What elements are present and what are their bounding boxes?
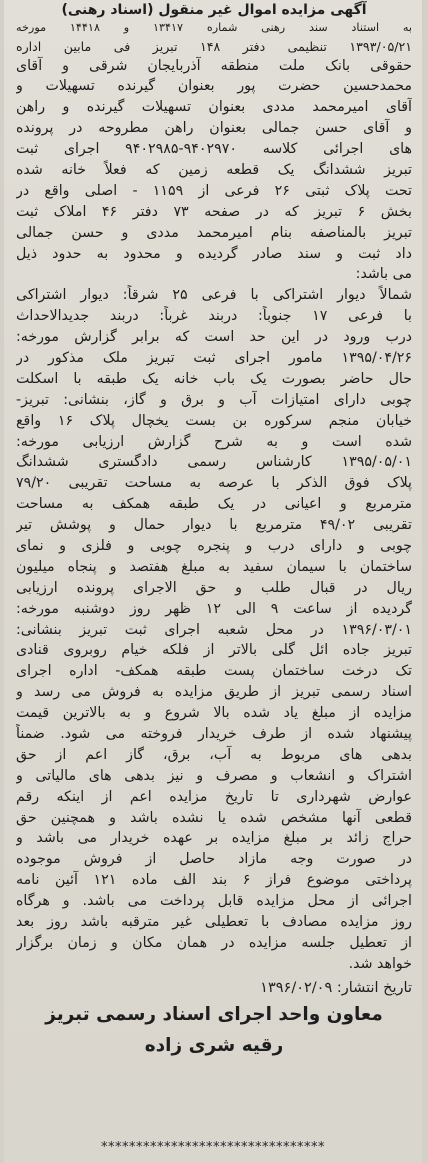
body-line: ۱۳۹۶/۰۳/۰۱ در محل شعبه اجرای ثبت تبریز بنشانی: [16, 621, 412, 638]
body-line: حقوقی بانک ملت منطقه آذربایجان شرقی و آقای [16, 57, 412, 74]
body-line: مزایده از مبلغ یاد شده بالا شروع و به بالاترین قیمت [16, 705, 412, 722]
body-line: تبریز جاده ائل گلی بالاتر از فلکه خیام روبروی قنادی [16, 642, 412, 659]
body-line: شمالاً دیوار اشتراکی با فرعی ۲۵ شرقاً: دیوار اشتراکی [16, 287, 412, 304]
body-line: ۱۳۹۳/۰۵/۲۱ تنظیمی دفتر ۱۴۸ تبریز فی مابین اداره [16, 38, 412, 54]
body-line: گردیده از ساعت ۹ الی ۱۲ ظهر روز دوشنبه مورخه: [16, 600, 412, 617]
body-line: پلاک فوق الذکر با عرصه به مساحت تقریبی ۷۹/۲۰ [16, 475, 412, 492]
signature-title: معاون واحد اجرای اسناد رسمی تبریز [45, 1003, 383, 1025]
body-line: اجرائی از محل مزایده قابل پرداخت می باشد. و هرگاه [16, 893, 412, 910]
body-line: به استناد سند رهنی شماره ۱۳۴۱۷ و ۱۴۴۱۸ مورخه [16, 21, 412, 34]
body-line: تک درخت ساختمان پست طبقه همکف- اداره اجرای [16, 663, 412, 680]
body-line: بخش ۶ تبریز که در صفحه ۷۳ دفتر ۴۶ املاک ثبت [16, 203, 412, 220]
footer-star-border: ******************************** [101, 1140, 325, 1155]
notice-title: آگهی مزایده اموال غیر منقول (اسناد رهنی) [61, 2, 367, 18]
body-line: حراج زائد بر مبلغ مزایده بر عهده خریدار می باشد و [16, 830, 412, 847]
body-line: های اجرائی کلاسه ۹۴۰۲۹۷۰-۹۴۰۲۹۸۵ اجرای ثبت [16, 141, 412, 158]
body-line: می باشد: [355, 266, 412, 283]
body-line: پیشنهاد شده از طرف خریدار فروخته می شود. ضمناً [16, 726, 412, 742]
body-line: ریال در قبال طلب و حق الاجرای پرونده ارزیابی [16, 579, 412, 596]
body-line: و آقای حسن جمالی بعنوان راهن مطروحه در پرونده [16, 120, 412, 137]
body-line: با فرعی ۱۷ جنوباً: دربند غرباً: دربند جدیدالاحداث [16, 308, 412, 325]
body-line: ساختمان با سیمان سفید به مبلغ هفتصد و پنجاه میلیون [16, 558, 412, 575]
body-line: بدهی های مربوط به آب، برق، گاز اعم از حق [16, 746, 412, 763]
body-line: شده است و به شرح گزارش ارزیابی مورخه: [16, 433, 412, 450]
notice-body [16, 20, 412, 975]
body-line: آقای امیرمحمد مددی بعنوان تسهیلات گیرنده و راهن [16, 99, 412, 116]
body-line: در صورت وجه مازاد حاصل از فروش موجوده [16, 851, 412, 868]
body-line: تبریز بالمناصفه بنام امیرمحمد مددی و حسن جمالی [16, 224, 412, 241]
body-line: چوبی دارای امتیازات آب و برق و گاز، بنشانی: تبریز- [16, 391, 412, 408]
signature-name: رقیه شری زاده [144, 1034, 284, 1056]
body-line: چوبی و دارای درب و پنجره چوبی و فلزی و نمای [16, 537, 412, 554]
body-line: خواهد شد. [348, 955, 412, 972]
body-line: تحت پلاک ثبتی ۲۶ فرعی از ۱۱۵۹ - اصلی واقع در [16, 182, 412, 199]
body-line: داد ثبت و سند صادر گردیده و محدود به حدود ذیل [16, 245, 412, 262]
body-line: از تعطیل جلسه مزایده در همان مکان و زمان برگزار [16, 934, 412, 951]
body-line: ۱۳۹۵/۰۴/۲۶ مامور اجرای ثبت تبریز ملک مذکور در [16, 349, 412, 366]
body-line: مترمربع و اعیانی در یک طبقه همکف به مساحت [16, 496, 412, 513]
body-line: اسناد رسمی تبریز از طریق مزایده به فروش می رسد و [16, 684, 412, 701]
body-line: ۱۳۹۵/۰۵/۰۱ کارشناس رسمی دادگستری ششدانگ [16, 454, 412, 471]
body-line: خیابان منجم سرکوره بن بست یخچال پلاک ۱۶ واقع [16, 412, 412, 429]
body-line: عوارض شهرداری تا تاریخ مزایده اعم از اینکه رقم [16, 788, 412, 805]
body-line: پرداختی موضوع فراز ۶ بند الف ماده ۱۲۱ آئین نامه [16, 872, 412, 889]
body-line: درب ورود در این حد است که برابر گزارش مورخه: [16, 329, 412, 346]
publish-date: تاریخ انتشار: ۱۳۹۶/۰۲/۰۹ [260, 979, 412, 996]
newspaper-notice [4, 0, 422, 1163]
body-line: قطعی آنها مشخص شده یا نشده باشد و همچنین حق [16, 809, 412, 826]
body-line: محمدحسین حضرت پور بعنوان گیرنده تسهیلات و [16, 78, 412, 95]
body-line: تبریز ششدانگ یک قطعه زمین که فعلاً خانه شده [16, 161, 412, 178]
body-line: تقریبی ۴۹/۰۲ مترمربع با دیوار حمال و پوشش تیر [16, 517, 412, 534]
body-line: اشتراک و انشعاب و مصرف و نیز بدهی های مالیاتی و [16, 767, 412, 784]
body-line: روز مزایده مصادف با تعطیلی غیر مترقبه باشد روز بعد [16, 914, 412, 931]
body-line: حال حاضر بصورت یک باب خانه یک طبقه با اسکلت [16, 370, 412, 387]
